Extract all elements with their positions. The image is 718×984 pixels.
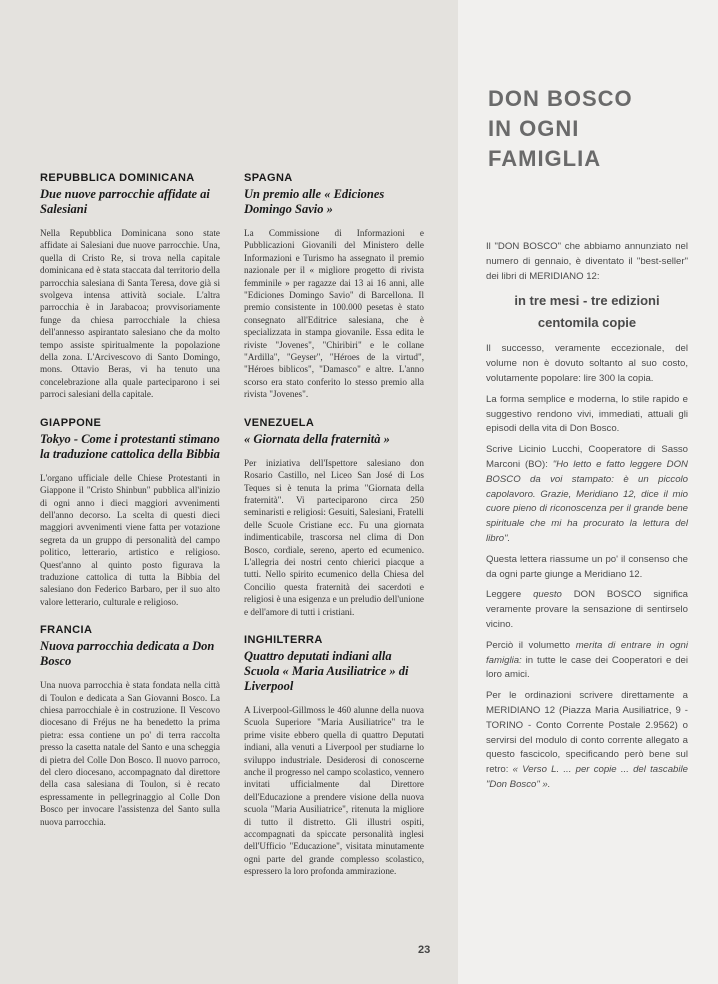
quote-intro: Scrive Licinio Lucchi, Cooperatore di Sasso Marconi (BO): — [486, 444, 688, 470]
intro-paragraph: Il "DON BOSCO" che abbiamo annunziato nel numero di gennaio, è diventato il "best-seller" dei libri di MERIDIANO 12: — [486, 241, 688, 282]
headline: Nuova parrocchia dedicata a Don Bosco — [40, 639, 215, 669]
news-column-middle — [244, 172, 424, 878]
paragraph — [486, 639, 688, 683]
news-item — [40, 624, 220, 828]
news-item — [244, 172, 424, 401]
news-item — [40, 172, 220, 401]
title-line: DON BOSCO — [488, 86, 633, 111]
headline: Un premio alle « Ediciones Domingo Savio » — [244, 187, 385, 216]
section-heading: FRANCIA — [40, 624, 93, 637]
article-body: La Commissione di Informazioni e Pubblicazioni Giovanili del Ministero delle Informazioni e Turismo ha assegnato il premio nazionale per il « migliore progetto di rivista femminile » per ragazze dai 13 ai 16 anni, alle "Ediciones Domingo Savio" di Barcellona. Il premio consistente in 100.000 pesetas è stato consegnato all'Editrice salesiana, che è specializzata in stampa giovanile. Essa edita le riviste "Jovenes", "Chiribiri" e le collane "Ardilla", "Geyser", "Héroes de la virtud", "Héroes biblicos", "Damasco" e altre. L'anno scorso era stato conferito lo stesso premio alla rivista "Jovenes". — [244, 228, 424, 400]
text-run: in tutte le case dei Cooperatori e dei loro amici. — [486, 654, 688, 681]
section-heading: INGHILTERRA — [244, 633, 323, 646]
order-instructions: Per le ordinazioni scrivere direttamente a MERIDIANO 12 (Piazza Maria Ausiliatrice, 9 - TORINO - Conto Corrente Postale 2.9562) o servirsi del modulo di conto corrente allegato a questo fascicolo, specificando però bene sul retro: — [486, 690, 688, 776]
paragraph — [486, 588, 688, 632]
headline: Tokyo - Come i protestanti stimano la traduzione cattolica della Bibbia — [40, 431, 220, 461]
text-run-italic: merita di entrare in ogni famiglia: — [486, 639, 688, 666]
page-number: 23 — [418, 944, 431, 956]
article-body: Una nuova parrocchia è stata fondata nella città di Toulon e dedicata a San Giovanni Bosco. La chiesa parrocchiale è in costruzione. Il Vescovo diocesano di Fréjus ne ha benedetto la prima pietra: essa contiene un po' di terra raccolta presso la casetta natale del Santo e una scheggia di pietra del Colle Don Bosco. Il nuovo parroco, del clero diocesano, accompagnato dal direttore della casa salesiana di Toulon, si è recato espressamente in pellegrinaggio al Colle Don Bosco per invocare l'assistenza del Santo sulla nuova parrocchia. — [40, 680, 220, 827]
article-body: A Liverpool-Gillmoss le 460 alunne della nuova Scuola Superiore "Maria Ausiliatrice" tra le prime visite ebbero quella di quattro Deputati indiani, alla venuti a Liverpool per studiarne lo sviluppo industriale. Desiderosi di conoscerne anche il progresso nel campo scolastico, vennero invitati ufficialmente dal Direttore dell'Educazione a prendere visione della nuova scuola "Maria Ausiliatrice", ritenuta la migliore di tutto il distretto. Gli illustri ospiti, accompagnati da spiccate personalità inglesi dell'Ufficio "Educazione", visitata minutamente ogni parte del grande complesso scolastico, espressero la loro profonda ammirazione. — [244, 704, 424, 877]
news-item — [244, 417, 424, 618]
paragraph: La forma semplice e moderna, lo stile rapido e suggestivo rendono vivi, immediati, attuali gli episodi della vita di Don Bosco. — [486, 393, 688, 435]
section-heading: REPUBBLICA DOMINICANA — [40, 172, 195, 184]
section-heading: GIAPPONE — [40, 416, 102, 429]
sidebar-text — [486, 240, 688, 799]
title-line: IN OGNI — [488, 116, 580, 141]
highlight-text: in tre mesi - tre edizioni centomila copie — [514, 293, 660, 331]
headline: « Giornata della fraternità » — [244, 431, 390, 446]
headline: Due nuove parrocchie affidate ai Salesiani — [40, 187, 210, 216]
paragraph — [486, 689, 688, 793]
article-body: Nella Repubblica Dominicana sono state affidate ai Salesiani due nuove parrocchie. Una, quella di Cristo Re, si trova nella capitale dominicana ed è stata staccata dal territorio della parrocchia salesiana di Santa Teresa, dove già si svolgeva intensa attività sociale. L'altra parrocchia è in Jarabacoa; provvisoriamente funge da chiesa parrocchiale la chiesa dell'annesso aspirantato salesiano che da molto tempo assiste spiritualmente la popolazione della zona. L'Arcivescovo di Santo Domingo, mons. Ottavio Beras, vi ha tenuto una concelebrazione alla quale parteciparono i sei parroci salesiani della capitale. — [40, 228, 220, 400]
sidebar-title — [488, 84, 688, 174]
text-run: DON BOSCO significa veramente provare la sensazione di sentirselo vicino. — [486, 589, 689, 630]
news-column-left — [40, 172, 220, 828]
text-run-italic: questo — [533, 589, 562, 601]
text-run: Leggere — [486, 589, 522, 601]
title-line: FAMIGLIA — [488, 146, 602, 171]
order-quote: « Verso L. ... per copie ... del tascabile "Don Bosco" ». — [486, 764, 688, 790]
headline: Quattro deputati indiani alla Scuola « Maria Ausiliatrice » di Liverpool — [244, 648, 409, 693]
article-body: Per iniziativa dell'Ispettore salesiano don Rosario Castillo, nel Liceo San José di Los Teques si è tenuta la prima "Giornata della fraternità". Vi parteciparono circa 250 seminaristi e religiosi: Gesuiti, Salesiani, Fratelli delle Scuole Cristiane ecc. Fu una giornata indimenticabile, trascorsa nel clima di Don Bosco, cordiale, sereno, aperto ed ecumenico. L'allegria dei nostri cento chierici piacque a tutti. Nello spirito ecumenico della Chiesa del Concilio questa fraternità dei sacerdoti e religiosi è una esigenza e un preludio dell'unione e dell'amore di tutti i cristiani. — [244, 457, 424, 617]
section-heading: SPAGNA — [244, 172, 293, 184]
text-run: Perciò il volumetto — [486, 639, 571, 651]
reader-quote: "Ho letto e fatto leggere DON BOSCO da voi stampato: è un piccolo capolavoro. Grazie, Meridiano 12, dice il mio cuore pieno di riconoscenza per il grande bene spirituale che mi ha procurato la lettura del libro". — [486, 458, 688, 544]
article-body: L'organo ufficiale delle Chiese Protestanti in Giappone il "Cristo Shinbun" pubblica all'inizio di ogni anno i dieci maggiori avvenimenti dell'anno decorso. La scelta di questi dieci maggiori avvenimenti viene fatta per votazione segreta da un gruppo di personalità del campo politico, letterario, artistico e religioso. Quest'anno al quinto posto figurava la traduzione cattolica di tutta la Bibbia del salesiano don Federico Barbaro, per il suo alto valore letterario, culturale e religioso. — [40, 472, 220, 607]
paragraph: Questa lettera riassume un po' il consenso che da ogni parte giunge a Meridiano 12. — [486, 553, 688, 580]
news-item — [40, 417, 220, 608]
section-heading: VENEZUELA — [244, 416, 315, 429]
news-item — [244, 634, 424, 878]
paragraph — [486, 443, 688, 547]
paragraph: Il successo, veramente eccezionale, del volume non è dovuto soltanto al suo costo, volutamente popolare: lire 300 la copia. — [486, 343, 688, 384]
